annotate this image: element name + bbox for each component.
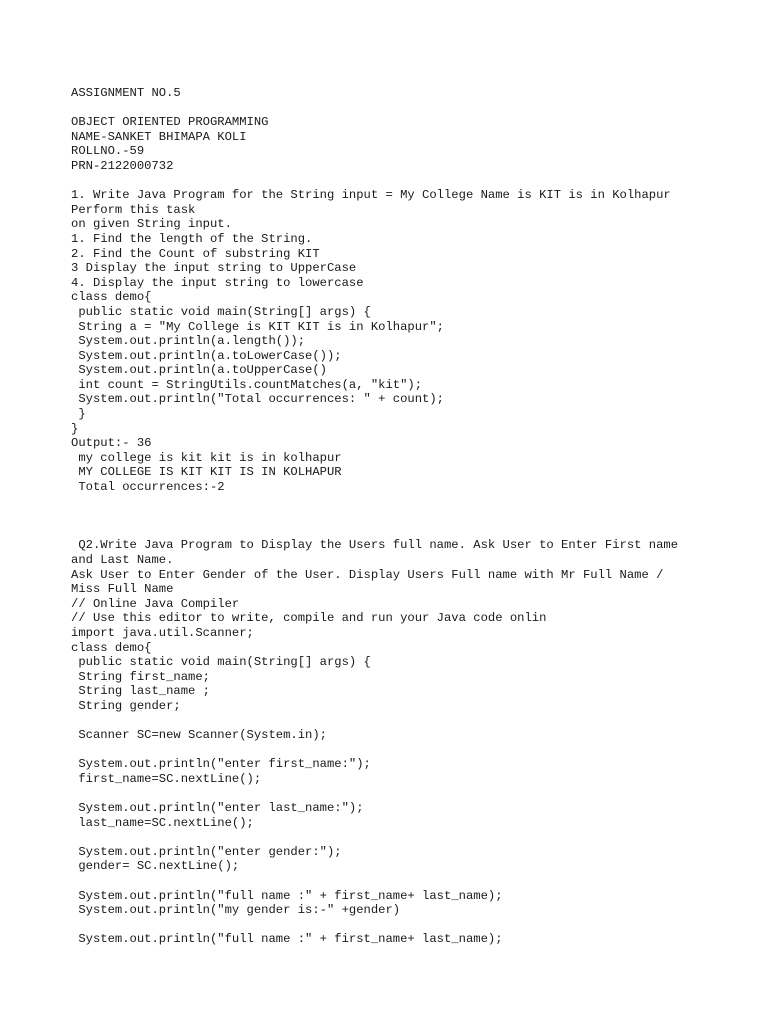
q2-code-line: // Use this editor to write, compile and run your Java code onlin [71,611,547,626]
q1-code-line: System.out.println(a.toUpperCase() [71,363,327,378]
spacer [71,101,761,116]
q1-code-line: System.out.println(a.length()); [71,334,306,349]
q2-code-line: import java.util.Scanner; [71,625,254,640]
question-1-block [71,188,761,494]
q2-code-line: String gender; [71,698,181,713]
q2-code-line: System.out.println("enter first_name:"); [71,757,371,772]
q1-code-line: public static void main(String[] args) { [71,304,371,319]
q1-code-line: String a = "My College is KIT KIT is in Kolhapur"; [71,319,444,334]
prn-number: PRN-2122000732 [71,158,174,173]
q2-code-line: public static void main(String[] args) { [71,655,371,670]
q1-code-line: int count = StringUtils.countMatches(a, "kit"); [71,377,423,392]
q2-code-line [71,743,761,758]
q2-line: Ask User to Enter Gender of the User. Display Users Full name with Mr Full Name / [71,567,664,582]
q1-line: 1. Find the length of the String. [71,231,313,246]
q2-code-line [71,714,761,729]
q1-line: 2. Find the Count of substring KIT [71,246,320,261]
q1-line: on given String input. [71,217,232,232]
q1-code-line: System.out.println(a.toLowerCase()); [71,348,342,363]
q1-line: 4. Display the input string to lowercase [71,275,364,290]
q1-line: 1. Write Java Program for the String input = My College Name is KIT is in Kolhapur [71,188,671,203]
spacer [71,174,761,189]
q2-code-line: String first_name; [71,669,210,684]
q2-code-line: gender= SC.nextLine(); [71,859,240,874]
q2-code-line [71,830,761,845]
spacer [71,495,761,510]
question-2-block [71,538,761,947]
q1-output-line: Total occurrences:-2 [71,480,225,495]
q2-code-line [71,874,761,889]
q1-code-line: } [71,407,86,422]
q2-code-line: class demo{ [71,640,152,655]
q1-output-line: my college is kit kit is in kolhapur [71,450,342,465]
q1-code-line: class demo{ [71,290,152,305]
q2-code-line: System.out.println("full name :" + first_name+ last_name); [71,888,503,903]
q2-code-line [71,918,761,933]
q2-code-line: System.out.println("enter last_name:"); [71,801,364,816]
student-name: NAME-SANKET BHIMAPA KOLI [71,129,247,144]
q2-code-line: // Online Java Compiler [71,596,240,611]
q2-code-line [71,787,761,802]
q1-output-line: MY COLLEGE IS KIT KIT IS IN KOLHAPUR [71,465,342,480]
q2-code-line: String last_name ; [71,684,210,699]
assignment-title: ASSIGNMENT NO.5 [71,86,181,100]
subject-line: OBJECT ORIENTED PROGRAMMING [71,115,269,130]
roll-number: ROLLNO.-59 [71,144,145,159]
q2-line: and Last Name. [71,553,174,567]
q2-code-line: last_name=SC.nextLine(); [71,815,254,830]
q1-line: 3 Display the input string to UpperCase [71,261,357,276]
q2-line: Q2.Write Java Program to Display the Users full name. Ask User to Enter First name [71,538,679,553]
document-page [71,86,761,947]
q1-output-line: Output:- 36 [71,436,152,451]
q1-line: Perform this task [71,202,196,217]
q2-code-line: System.out.println("full name :" + first_name+ last_name); [71,932,503,947]
q2-line: Miss Full Name [71,582,174,597]
q2-code-line: first_name=SC.nextLine(); [71,771,262,786]
q1-code-line: } [71,421,79,436]
q2-code-line: System.out.println("my gender is:-" +gender) [71,903,401,918]
spacer [71,509,761,538]
q2-code-line: System.out.println("enter gender:"); [71,844,342,859]
q1-code-line: System.out.println("Total occurrences: " + count); [71,392,444,407]
q2-code-line: Scanner SC=new Scanner(System.in); [71,728,327,743]
